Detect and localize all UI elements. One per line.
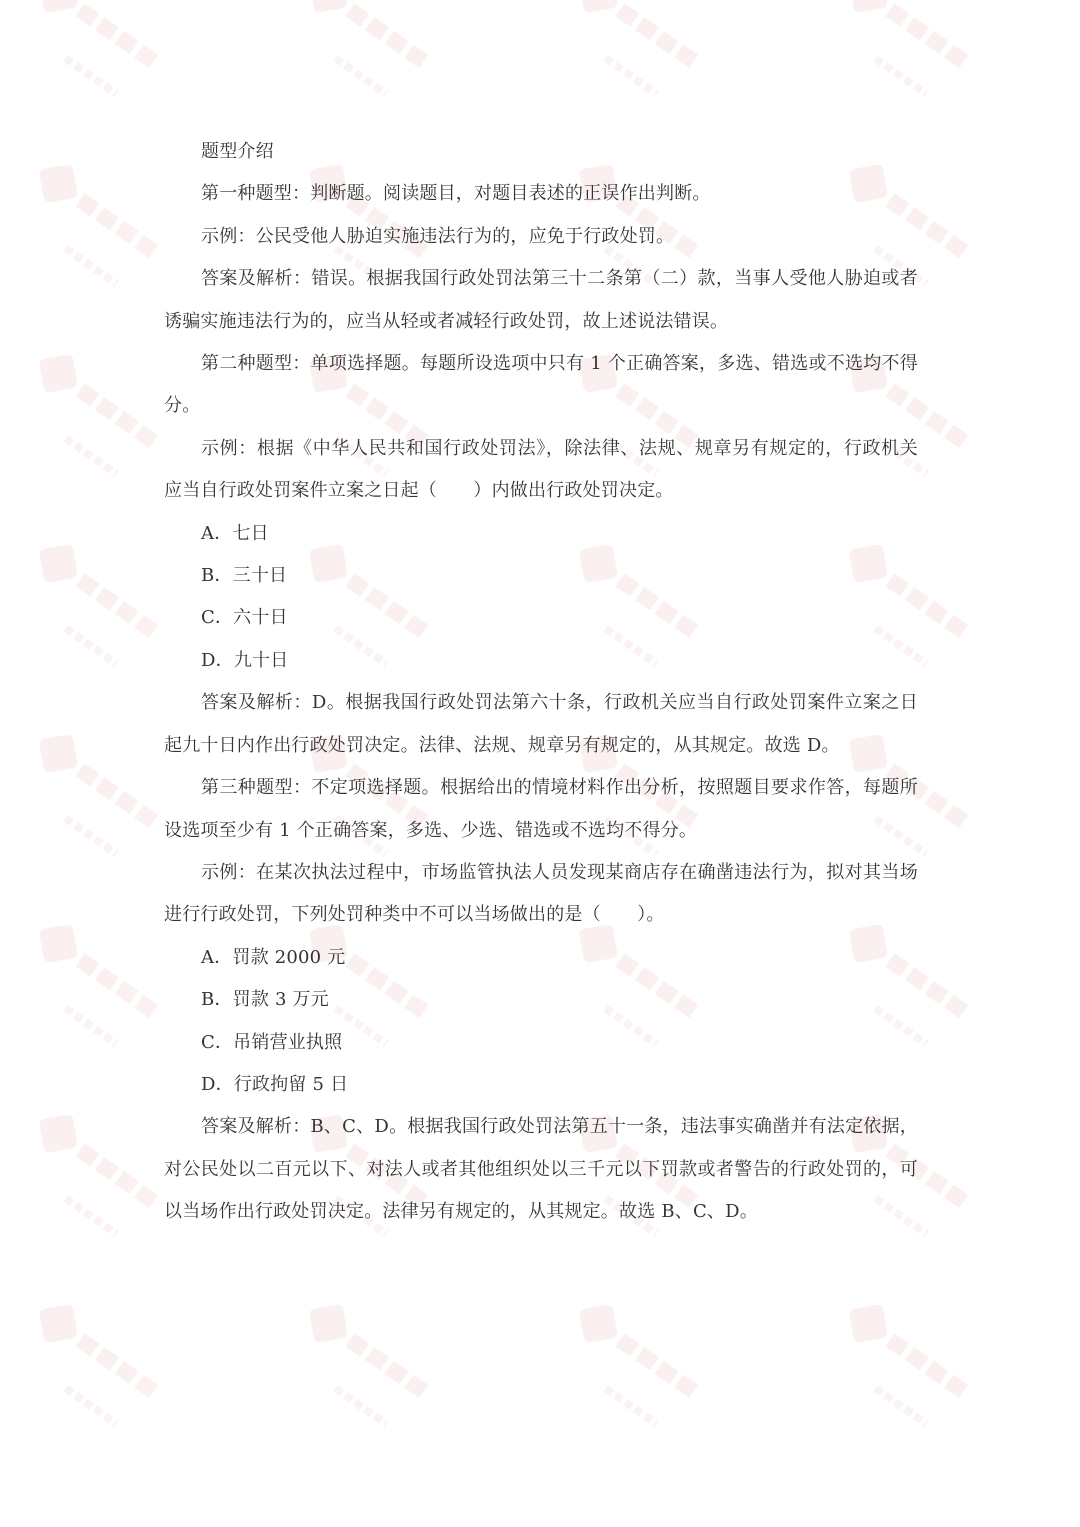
question-type-2-description: 第二种题型：单项选择题。每题所设选项中只有 1 个正确答案，多选、错选或不选均不得分。 [164, 353, 918, 417]
watermark-logo [531, 0, 709, 140]
option-b: B．三十日 [201, 565, 288, 587]
watermark-logo [0, 160, 169, 330]
question-type-3-answer: 答案及解析：B、C、D。根据我国行政处罚法第五十一条，违法事实确凿并有法定依据，对公民处以二百元以下、对法人或者其他组织处以三千元以下罚款或者警告的行政处罚的，可以当场作出行政处罚决定。法律另有规定的，从其规定。故选 B、C、D。 [164, 1116, 918, 1223]
watermark-logo [0, 1110, 169, 1280]
question-type-1-description: 第一种题型：判断题。阅读题目，对题目表述的正误作出判断。 [201, 183, 711, 205]
question-type-3-example: 示例：在某次执法过程中，市场监管执法人员发现某商店存在确凿违法行为，拟对其当场进行行政处罚，下列处罚种类中不可以当场做出的是（ ）。 [164, 861, 918, 926]
watermark-logo [0, 1300, 169, 1470]
watermark-logo [261, 1300, 439, 1470]
question-type-2-example: 示例：根据《中华人民共和国行政处罚法》，除法律、法规、规章另有规定的，行政机关应当自行政处罚案件立案之日起（ ）内做出行政处罚决定。 [164, 437, 918, 502]
watermark-logo [0, 0, 169, 140]
question-type-3-description: 第三种题型：不定项选择题。根据给出的情境材料作出分析，按照题目要求作答，每题所设选项至少有 1 个正确答案，多选、少选、错选或不选均不得分。 [164, 777, 918, 841]
watermark-logo [261, 0, 439, 140]
option-a: A．罚款 2000 元 [201, 946, 346, 968]
document-body [164, 131, 918, 1234]
watermark-logo [0, 350, 169, 520]
watermark-logo [0, 730, 169, 900]
watermark-logo [531, 1300, 709, 1470]
option-d: D．九十日 [201, 649, 289, 671]
option-c: C．吊销营业执照 [201, 1031, 343, 1053]
option-c: C．六十日 [201, 607, 288, 629]
option-a: A．七日 [201, 522, 269, 544]
option-b: B．罚款 3 万元 [201, 989, 329, 1011]
watermark-logo [0, 540, 169, 710]
option-d: D．行政拘留 5 日 [201, 1073, 349, 1095]
question-type-1-example: 示例：公民受他人胁迫实施违法行为的，应免于行政处罚。 [201, 225, 675, 247]
watermark-logo [801, 1300, 979, 1470]
question-type-2-answer: 答案及解析：D。根据我国行政处罚法第六十条，行政机关应当自行政处罚案件立案之日起九十日内作出行政处罚决定。法律、法规、规章另有规定的，从其规定。故选 D。 [164, 692, 918, 756]
question-type-1-answer: 答案及解析：错误。根据我国行政处罚法第三十二条第（二）款，当事人受他人胁迫或者诱骗实施违法行为的，应当从轻或者减轻行政处罚，故上述说法错误。 [164, 268, 918, 332]
watermark-logo [0, 920, 169, 1090]
watermark-logo [801, 0, 979, 140]
section-heading: 题型介绍 [201, 141, 274, 162]
